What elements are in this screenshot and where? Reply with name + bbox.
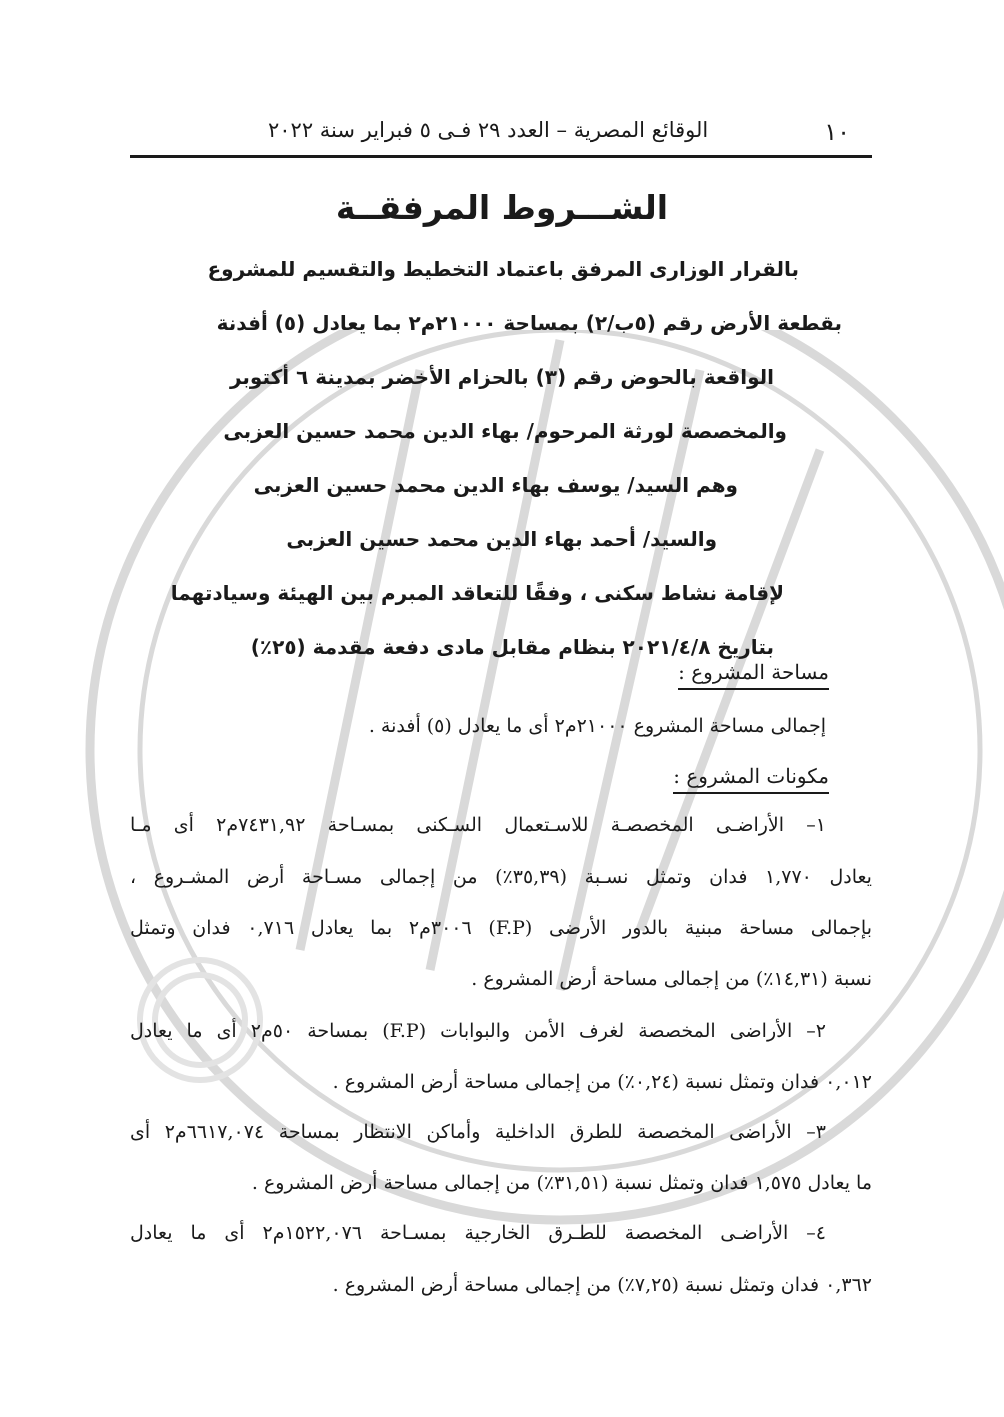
paragraph-line: ما يعادل ١,٥٧٥ فدان وتمثل نسبة (٣١,٥١٪) من إجمالى مساحة أرض المشروع .: [251, 1172, 872, 1194]
subtitle-line: لإقامة نشاط سكنى ، وفقًا للتعاقد المبرم بين الهيئة وسيادتهما: [170, 581, 784, 605]
page-header: [130, 112, 872, 152]
paragraph-line: ١– الأراضـى المخصصـة للاسـتعمال السـكنى بمسـاحة ٧٤٣١,٩٢م٢ أى مـا: [130, 814, 826, 836]
paragraph-line: بإجمالى مساحة مبنية بالدور الأرضى (F.P) ٣٠٠٦م٢ بما يعادل ٠,٧١٦ فدان وتمثل: [130, 917, 873, 939]
paragraph-line: يعادل ١,٧٧٠ فدان وتمثل نسـبة (٣٥,٣٩٪) من إجمالى مسـاحة أرض المشـروع ،: [130, 866, 872, 888]
document-title: الشـــروط المرفقــة: [335, 188, 669, 227]
gazette-header-title: الوقائع المصرية – العدد ٢٩ فـى ٥ فبراير سنة ٢٠٢٢: [268, 118, 709, 142]
subtitle-line: وهم السيد/ يوسف بهاء الدين محمد حسين العزبى: [253, 473, 738, 497]
subtitle-line: الواقعة بالحوض رقم (٣) بالحزام الأخضر بمدينة ٦ أكتوبر: [229, 365, 774, 389]
subtitle-line: بقطعة الأرض رقم (٥ب/٢) بمساحة ٢١٠٠٠م٢ بما يعادل (٥) أفدنة: [216, 311, 842, 335]
components-heading: مكونات المشروع :: [673, 764, 829, 794]
paragraph-line: ٤– الأراضـى المخصصة للطـرق الخارجية بمسـاحة ١٥٢٢,٠٧٦م٢ أى ما يعادل: [130, 1222, 826, 1244]
subtitle-line: والمخصصة لورثة المرحوم/ بهاء الدين محمد حسين العزبى: [223, 419, 787, 443]
area-heading: مساحة المشروع :: [678, 660, 829, 690]
paragraph-line: ٠,٣٦٢ فدان وتمثل نسبة (٧,٢٥٪) من إجمالى مساحة أرض المشروع .: [332, 1274, 872, 1296]
page-number: ١٠: [824, 118, 850, 146]
subtitle-line: بالقرار الوزارى المرفق باعتماد التخطيط والتقسيم للمشروع: [207, 257, 799, 281]
area-text: إجمالى مساحة المشروع ٢١٠٠٠م٢ أى ما يعادل (٥) أفدنة .: [368, 715, 826, 737]
subtitle-line: بتاريخ ٢٠٢١/٤/٨ بنظام مقابل مادى دفعة مقدمة (٢٥٪): [250, 635, 774, 659]
paragraph-line: ٣– الأراضى المخصصة للطرق الداخلية وأماكن الانتظار بمساحة ٦٦١٧,٠٧٤م٢ أى: [130, 1121, 826, 1143]
subtitle-block: [130, 242, 872, 674]
paragraph-line: ٢– الأراضى المخصصة لغرف الأمن والبوابات (F.P) بمساحة ٥٠م٢ أى ما يعادل: [130, 1020, 827, 1042]
subtitle-line: والسيد/ أحمد بهاء الدين محمد حسين العزبى: [286, 527, 717, 551]
paragraph-line: نسبة (١٤,٣١٪) من إجمالى مساحة أرض المشروع .: [471, 968, 872, 990]
header-divider: [130, 155, 872, 158]
paragraph-line: ٠,٠١٢ فدان وتمثل نسبة (٠,٢٤٪) من إجمالى مساحة أرض المشروع .: [332, 1071, 872, 1093]
